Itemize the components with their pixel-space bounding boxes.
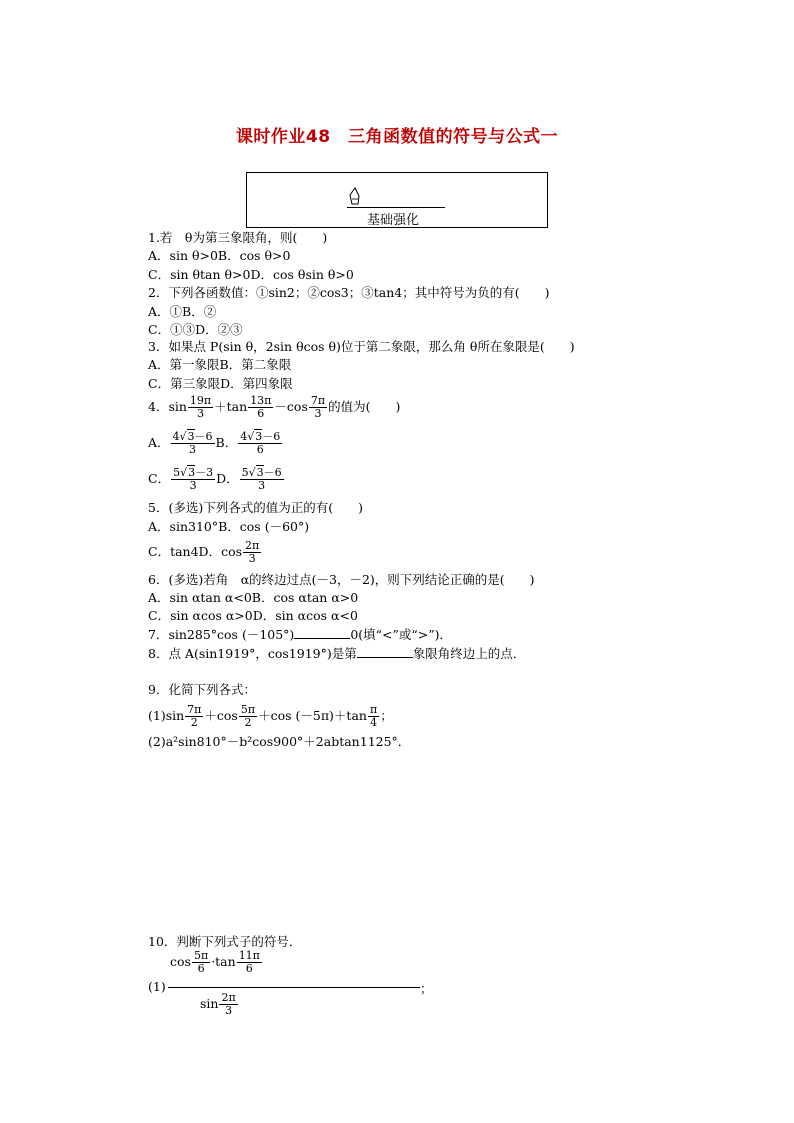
fraction: $\frac{5\pi}{2}$: [240, 703, 256, 729]
question-7: 7．sin285°cos (－105°) 0(填“<”或“>”)．: [148, 627, 453, 642]
question-6: 6．(多选)若角 α的终边过点(－3，－2)，则下列结论正确的是( ): [148, 572, 535, 587]
section-underline: [347, 207, 445, 208]
question-10: 10．判断下列式子的符号．: [148, 934, 302, 949]
fraction: $\frac{2\pi}{3}$: [245, 539, 260, 565]
question-3: 3．如果点 P(sin θ，2sin θcos θ)位于第二象限，那么角 θ所在象限是( ): [148, 339, 575, 354]
fraction: $\frac{4√3-6}{6}$: [240, 430, 281, 456]
fraction: $\frac{11\pi}{6}$: [238, 949, 260, 975]
fraction-numerator: cos $\frac{5\pi}{6}$ ·tan $\frac{11\pi}{6}$: [170, 949, 260, 975]
fraction: $\frac{7\pi}{2}$: [187, 703, 202, 729]
fraction: $\frac{7\pi}{3}$: [310, 394, 326, 420]
question-9: 9．化简下列各式：: [148, 682, 256, 697]
question-9-part-1: (1)sin $\frac{7\pi}{2}$ ＋cos $\frac{5\pi}{2}$ ＋cos (－5π)＋tan $\frac{\pi}{4}$ ；: [148, 703, 393, 729]
question-10-part-1: (1) cos $\frac{5\pi}{6}$ ·tan $\frac{11\pi}{6}$ sin $\frac{2\pi}{3}$ ；: [148, 949, 433, 1017]
question-2-options-ab: A．①B．②: [148, 304, 217, 319]
fraction: $\frac{19\pi}{3}$: [189, 394, 212, 420]
answer-blank[interactable]: [294, 626, 350, 639]
fraction: $\frac{5√3-6}{3}$: [241, 466, 282, 492]
question-1-options-cd: C．sin θtan θ>0D．cos θsin θ>0: [148, 267, 354, 282]
fraction: $\frac{5√3-3}{3}$: [173, 466, 214, 492]
fraction: $\frac{4√3-6}{3}$: [172, 430, 213, 456]
fraction: $\frac{13\pi}{6}$: [250, 394, 272, 420]
question-4: 4．sin $\frac{19\pi}{3}$ ＋tan $\frac{13\pi}{6}$ －cos $\frac{7\pi}{3}$ 的值为( ): [148, 394, 401, 420]
question-1: 1.若 θ为第三象限角，则( ): [148, 230, 328, 245]
question-2-options-cd: C．①③D．②③: [148, 322, 243, 337]
question-6-options-cd: C．sin αcos α>0D．sin αcos α<0: [148, 608, 358, 623]
fraction: $\frac{2\pi}{3}$: [221, 991, 236, 1017]
question-5: 5．(多选)下列各式的值为正的有( ): [148, 500, 363, 515]
question-1-options-ab: A．sin θ>0B．cos θ>0: [148, 248, 291, 263]
section-label: 基础强化: [367, 213, 420, 228]
question-3-options-cd: C．第三象限D．第四象限: [148, 376, 293, 391]
question-6-options-ab: A．sin αtan α<0B．cos αtan α>0: [148, 590, 359, 605]
page-title: 课时作业48 三角函数值的符号与公式一: [235, 127, 559, 147]
question-8: 8．点 A(sin1919°，cos1919°)是第 象限角终边上的点．: [148, 646, 526, 661]
section-header-box: [246, 172, 548, 228]
question-4-options-ab: A． $\frac{4√3-6}{3}$ B． $\frac{4√3-6}{6}$: [148, 430, 281, 456]
question-9-part-2: (2)a²sin810°－b²cos900°＋2abtan1125°．: [148, 734, 411, 749]
fraction: $\frac{5\pi}{6}$: [193, 949, 209, 975]
question-5-options-ab: A．sin310°B．cos (－60°): [148, 519, 310, 534]
question-2: 2．下列各函数值：①sin2；②cos3；③tan4；其中符号为负的有( ): [148, 285, 550, 300]
fraction: $\frac{\pi}{4}$: [369, 703, 378, 729]
fraction-denominator: sin $\frac{2\pi}{3}$: [200, 991, 236, 1017]
answer-blank[interactable]: [357, 645, 413, 658]
question-5-options-cd: C．tan4D．cos $\frac{2\pi}{3}$: [148, 539, 260, 565]
question-3-options-ab: A．第一象限B．第二象限: [148, 357, 292, 372]
fraction-bar: [168, 987, 420, 988]
question-4-options-cd: C． $\frac{5√3-3}{3}$ D． $\frac{5√3-6}{3}$: [148, 466, 282, 492]
pencil-icon: [349, 187, 361, 205]
